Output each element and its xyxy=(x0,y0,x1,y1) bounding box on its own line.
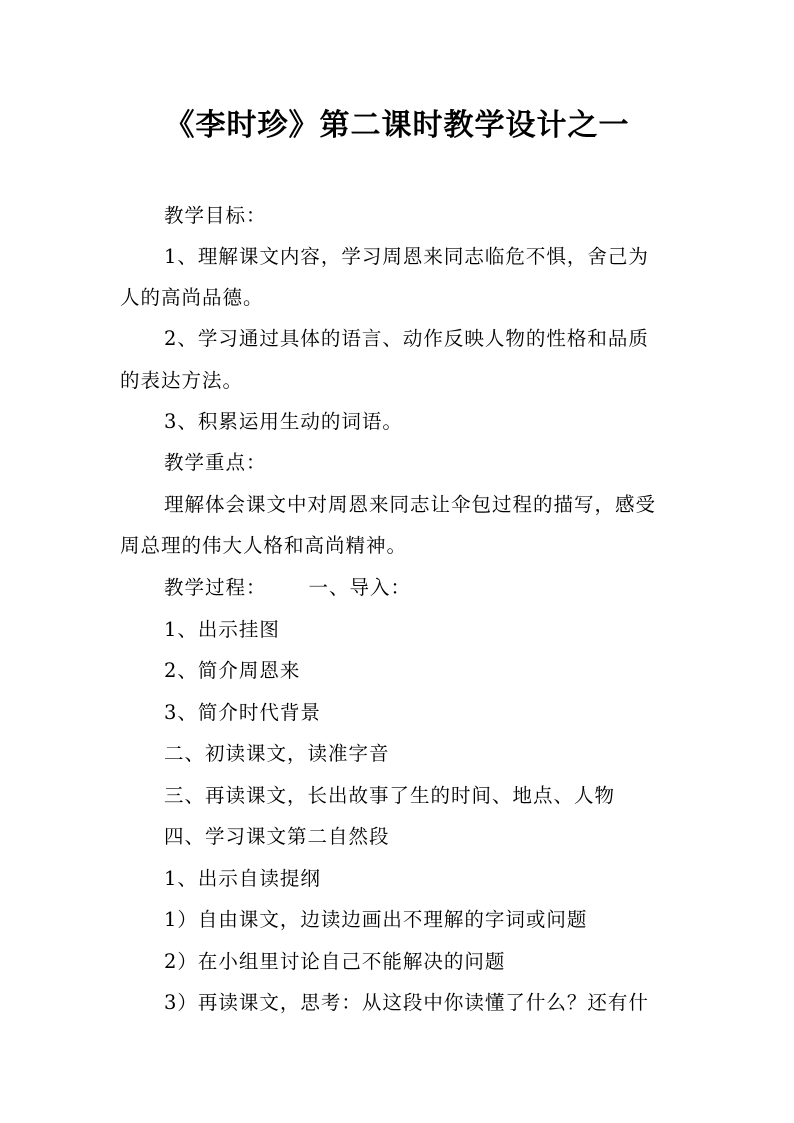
goal-2-line-2: 的表达方法。 xyxy=(120,369,244,392)
goal-3: 3、积累运用生动的词语。 xyxy=(164,410,403,433)
step-3: 三、再读课文，长出故事了生的时间、地点、人物 xyxy=(164,784,616,807)
page-title: 《李时珍》第二课时教学设计之一 xyxy=(164,108,630,143)
step-4: 四、学习课文第二自然段 xyxy=(164,825,390,848)
sub-item-1: 1、出示自读提纲 xyxy=(164,867,321,890)
goal-2-line-1: 2、学习通过具体的语言、动作反映人物的性格和品质 xyxy=(164,327,649,350)
sub-item-1-3: 3）再读课文，思考：从这段中你读懂了什么？还有什 xyxy=(164,991,649,1014)
goals-heading: 教学目标： xyxy=(164,204,267,227)
goal-1-line-2: 人的高尚品德。 xyxy=(120,286,264,309)
focus-heading: 教学重点： xyxy=(164,451,267,474)
intro-item-2: 2、简介周恩来 xyxy=(164,659,301,682)
process-heading: 教学过程： xyxy=(164,576,267,599)
focus-line-2: 周总理的伟大人格和高尚精神。 xyxy=(120,534,408,557)
focus-line-1: 理解体会课文中对周恩来同志让伞包过程的描写，感受 xyxy=(164,493,657,516)
intro-item-1: 1、出示挂图 xyxy=(164,618,280,641)
process-line xyxy=(164,576,411,600)
process-step-1: 一、导入： xyxy=(308,576,412,599)
goal-1-line-1: 1、理解课文内容，学习周恩来同志临危不惧，舍己为 xyxy=(164,245,649,268)
sub-item-1-1: 1）自由课文，边读边画出不理解的字词或问题 xyxy=(164,908,588,931)
intro-item-3: 3、简介时代背景 xyxy=(164,701,321,724)
sub-item-1-2: 2）在小组里讨论自己不能解决的问题 xyxy=(164,950,506,973)
step-2: 二、初读课文，读准字音 xyxy=(164,742,390,765)
